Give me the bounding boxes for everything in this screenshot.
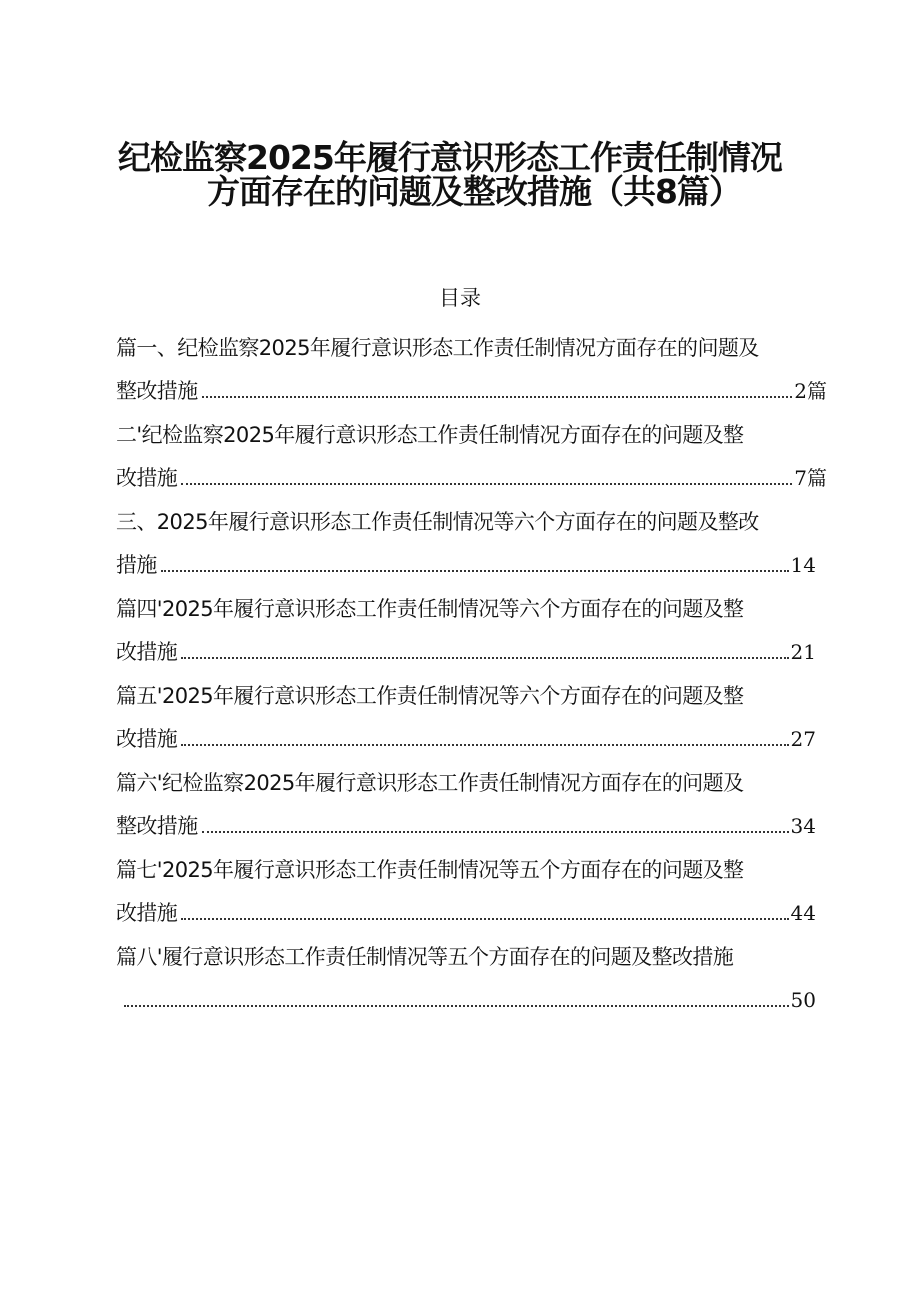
toc-entry-title[interactable]: 篇八'履行意识形态工作责任制情况等五个方面存在的问题及整改措施 xyxy=(116,945,734,969)
toc-entry-title[interactable]: 篇四'2025年履行意识形态工作责任制情况等六个方面存在的问题及整 xyxy=(116,597,744,621)
toc-entry-title-continued[interactable]: 措施 xyxy=(116,553,157,577)
toc-entry-leader-line xyxy=(116,545,816,585)
toc-entry[interactable] xyxy=(116,676,831,763)
toc-entry-title[interactable]: 篇七'2025年履行意识形态工作责任制情况等五个方面存在的问题及整 xyxy=(116,858,744,882)
toc-entry-title-continued[interactable]: 改措施 xyxy=(116,466,178,490)
document-title-line-1: 纪检监察2025年履行意识形态工作责任制情况 xyxy=(118,138,782,177)
toc-dot-leader xyxy=(181,918,788,920)
toc-dot-leader xyxy=(181,657,788,659)
toc-dot-leader xyxy=(181,483,792,485)
toc-entry[interactable] xyxy=(116,502,831,589)
toc-entry-title-continued[interactable]: 改措施 xyxy=(116,727,178,751)
toc-page-number[interactable]: 44 xyxy=(790,901,816,925)
toc-dot-leader xyxy=(181,744,788,746)
document-title-line-2: 方面存在的问题及整改措施（共8篇） xyxy=(207,172,741,211)
toc-entry[interactable] xyxy=(116,328,831,415)
toc-page-number[interactable]: 2篇 xyxy=(794,379,827,403)
toc-page-number[interactable]: 34 xyxy=(790,814,816,838)
toc-entry-title[interactable]: 篇六'纪检监察2025年履行意识形态工作责任制情况方面存在的问题及 xyxy=(116,771,744,795)
toc-entry-leader-line xyxy=(116,719,816,759)
toc-page-number[interactable]: 7篇 xyxy=(794,466,827,490)
toc-entry[interactable] xyxy=(116,763,831,850)
toc-entry[interactable] xyxy=(116,589,831,676)
toc-entry[interactable] xyxy=(116,937,831,1024)
toc-entry-title[interactable]: 篇五'2025年履行意识形态工作责任制情况等六个方面存在的问题及整 xyxy=(116,684,744,708)
toc-entry-title-continued[interactable]: 改措施 xyxy=(116,901,178,925)
toc-page-number[interactable]: 14 xyxy=(790,553,816,577)
toc-entry-leader-line xyxy=(120,980,816,1020)
toc-entry-title-continued[interactable]: 整改措施 xyxy=(116,379,198,403)
toc-entry-leader-line xyxy=(116,371,827,411)
toc-page-number[interactable]: 21 xyxy=(790,640,816,664)
toc-entry[interactable] xyxy=(116,415,831,502)
toc-entry-leader-line xyxy=(116,893,816,933)
toc-page-number[interactable]: 50 xyxy=(790,988,816,1012)
toc-dot-leader xyxy=(161,570,789,572)
toc-entry-title[interactable]: 篇一、纪检监察2025年履行意识形态工作责任制情况方面存在的问题及 xyxy=(116,336,759,360)
table-of-contents xyxy=(116,328,831,1024)
toc-entry-leader-line xyxy=(116,632,816,672)
toc-entry-title-continued[interactable]: 改措施 xyxy=(116,640,178,664)
toc-entry[interactable] xyxy=(116,850,831,937)
toc-entry-leader-line xyxy=(116,806,816,846)
toc-heading: 目录 xyxy=(439,286,481,310)
toc-dot-leader xyxy=(124,1005,789,1007)
toc-entry-leader-line xyxy=(116,458,827,498)
toc-entry-title-continued[interactable]: 整改措施 xyxy=(116,814,198,838)
toc-dot-leader xyxy=(202,831,789,833)
toc-dot-leader xyxy=(202,396,793,398)
toc-entry-title[interactable]: 三、2025年履行意识形态工作责任制情况等六个方面存在的问题及整改 xyxy=(116,510,759,534)
toc-page-number[interactable]: 27 xyxy=(790,727,816,751)
toc-entry-title[interactable]: 二'纪检监察2025年履行意识形态工作责任制情况方面存在的问题及整 xyxy=(116,423,744,447)
